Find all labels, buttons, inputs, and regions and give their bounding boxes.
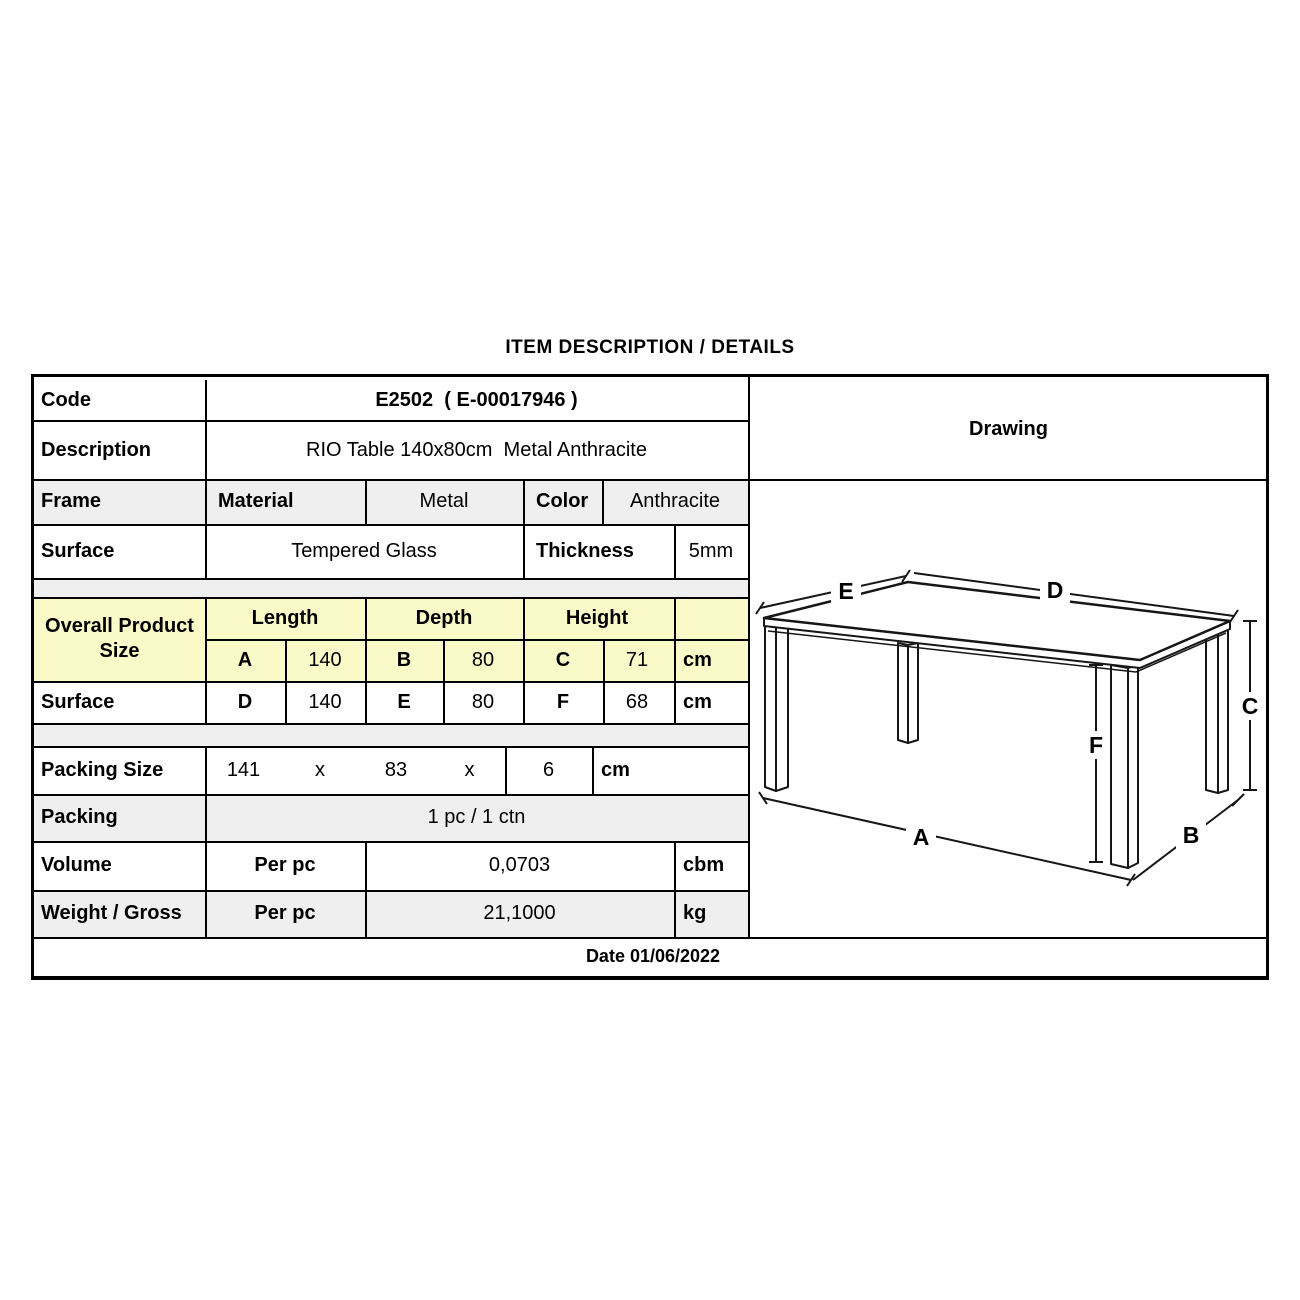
drawing-canvas [748, 481, 1269, 937]
weight-value: 21,1000 [483, 902, 556, 924]
frame-color-label: Color [536, 490, 589, 512]
surface-value: Tempered Glass [291, 539, 437, 562]
drawing-label-c: C [1241, 693, 1259, 719]
description-label: Description [41, 439, 152, 461]
front-left-leg-side [776, 623, 788, 791]
drawing-label-d: D [1046, 577, 1064, 603]
dim-e-label: E [397, 690, 411, 713]
volume-value: 0,0703 [488, 854, 551, 876]
packing-value: 1 pc / 1 ctn [427, 806, 526, 828]
frame-material-value: Metal [419, 490, 469, 512]
back-right-leg-side [1218, 629, 1228, 793]
dim-e-value: 80 [471, 690, 495, 713]
overall-unit: cm [683, 648, 712, 671]
packing-size-x: x [315, 758, 325, 781]
dim-ticks-b [1232, 794, 1244, 806]
drawing-label-f: F [1088, 732, 1104, 758]
thickness-value: 5mm [688, 539, 734, 562]
dim-d-label: D [237, 690, 253, 713]
spacer-row-bg [34, 578, 750, 599]
back-left-leg-side [908, 643, 918, 743]
packing-size-v3: 6 [542, 758, 555, 781]
dim-line-a [763, 798, 1131, 880]
overall-size-label: Overall Product Size [45, 615, 200, 662]
grid-line [34, 723, 750, 725]
spec-table [31, 374, 1269, 980]
volume-per-pc: Per pc [254, 854, 316, 876]
code-value: E2502 ( E-00017946 ) [375, 388, 578, 411]
height-header: Height [565, 606, 629, 629]
table-drawing [748, 481, 1269, 937]
drawing-header: Drawing [969, 418, 1048, 440]
front-right-leg [1111, 665, 1128, 868]
grid-line [34, 578, 750, 580]
dim-a-value: 140 [308, 648, 342, 671]
dim-f-label: F [556, 690, 570, 713]
drawing-label-e: E [838, 578, 854, 604]
spacer-row-bg [34, 723, 750, 748]
frame-material-label: Material [218, 490, 294, 512]
front-right-leg-side [1128, 665, 1138, 868]
page-title: ITEM DESCRIPTION / DETAILS [505, 337, 795, 358]
grid-line [523, 479, 525, 524]
dim-c-label: C [555, 648, 571, 671]
packing-size-x: x [464, 758, 475, 781]
packing-size-v1: 141 [226, 758, 261, 781]
grid-line [523, 524, 525, 578]
back-left-leg [898, 643, 908, 743]
depth-header: Depth [415, 606, 473, 629]
packing-label: Packing [41, 806, 118, 828]
description-value: RIO Table 140x80cm Metal Anthracite [306, 439, 647, 461]
drawing-label-a: A [912, 824, 930, 850]
code-label: Code [41, 388, 91, 411]
thickness-label: Thickness [536, 539, 634, 562]
dim-c-value: 71 [625, 648, 649, 671]
surface-label: Surface [41, 539, 115, 562]
surface-dims-label: Surface [41, 690, 115, 713]
weight-label: Weight / Gross [41, 902, 182, 924]
volume-label: Volume [41, 854, 112, 876]
surface-dims-unit: cm [683, 690, 712, 713]
drawing-label-b: B [1182, 822, 1200, 848]
dim-f-value: 68 [625, 690, 649, 713]
weight-unit: kg [683, 902, 707, 924]
frame-color-value: Anthracite [629, 490, 721, 512]
frame-label: Frame [41, 490, 102, 512]
length-header: Length [251, 606, 319, 629]
packing-size-label: Packing Size [41, 758, 164, 781]
dim-b-value: 80 [471, 648, 495, 671]
packing-size-unit: cm [601, 758, 630, 781]
dim-a-label: A [237, 648, 253, 671]
dim-d-value: 140 [308, 690, 342, 713]
dim-b-label: B [396, 648, 412, 671]
front-left-leg [765, 623, 776, 791]
volume-unit: cbm [683, 854, 725, 876]
weight-per-pc: Per pc [254, 902, 316, 924]
back-right-leg [1206, 629, 1218, 793]
packing-size-v2: 83 [384, 758, 408, 781]
date-value: Date 01/06/2022 [585, 946, 721, 967]
